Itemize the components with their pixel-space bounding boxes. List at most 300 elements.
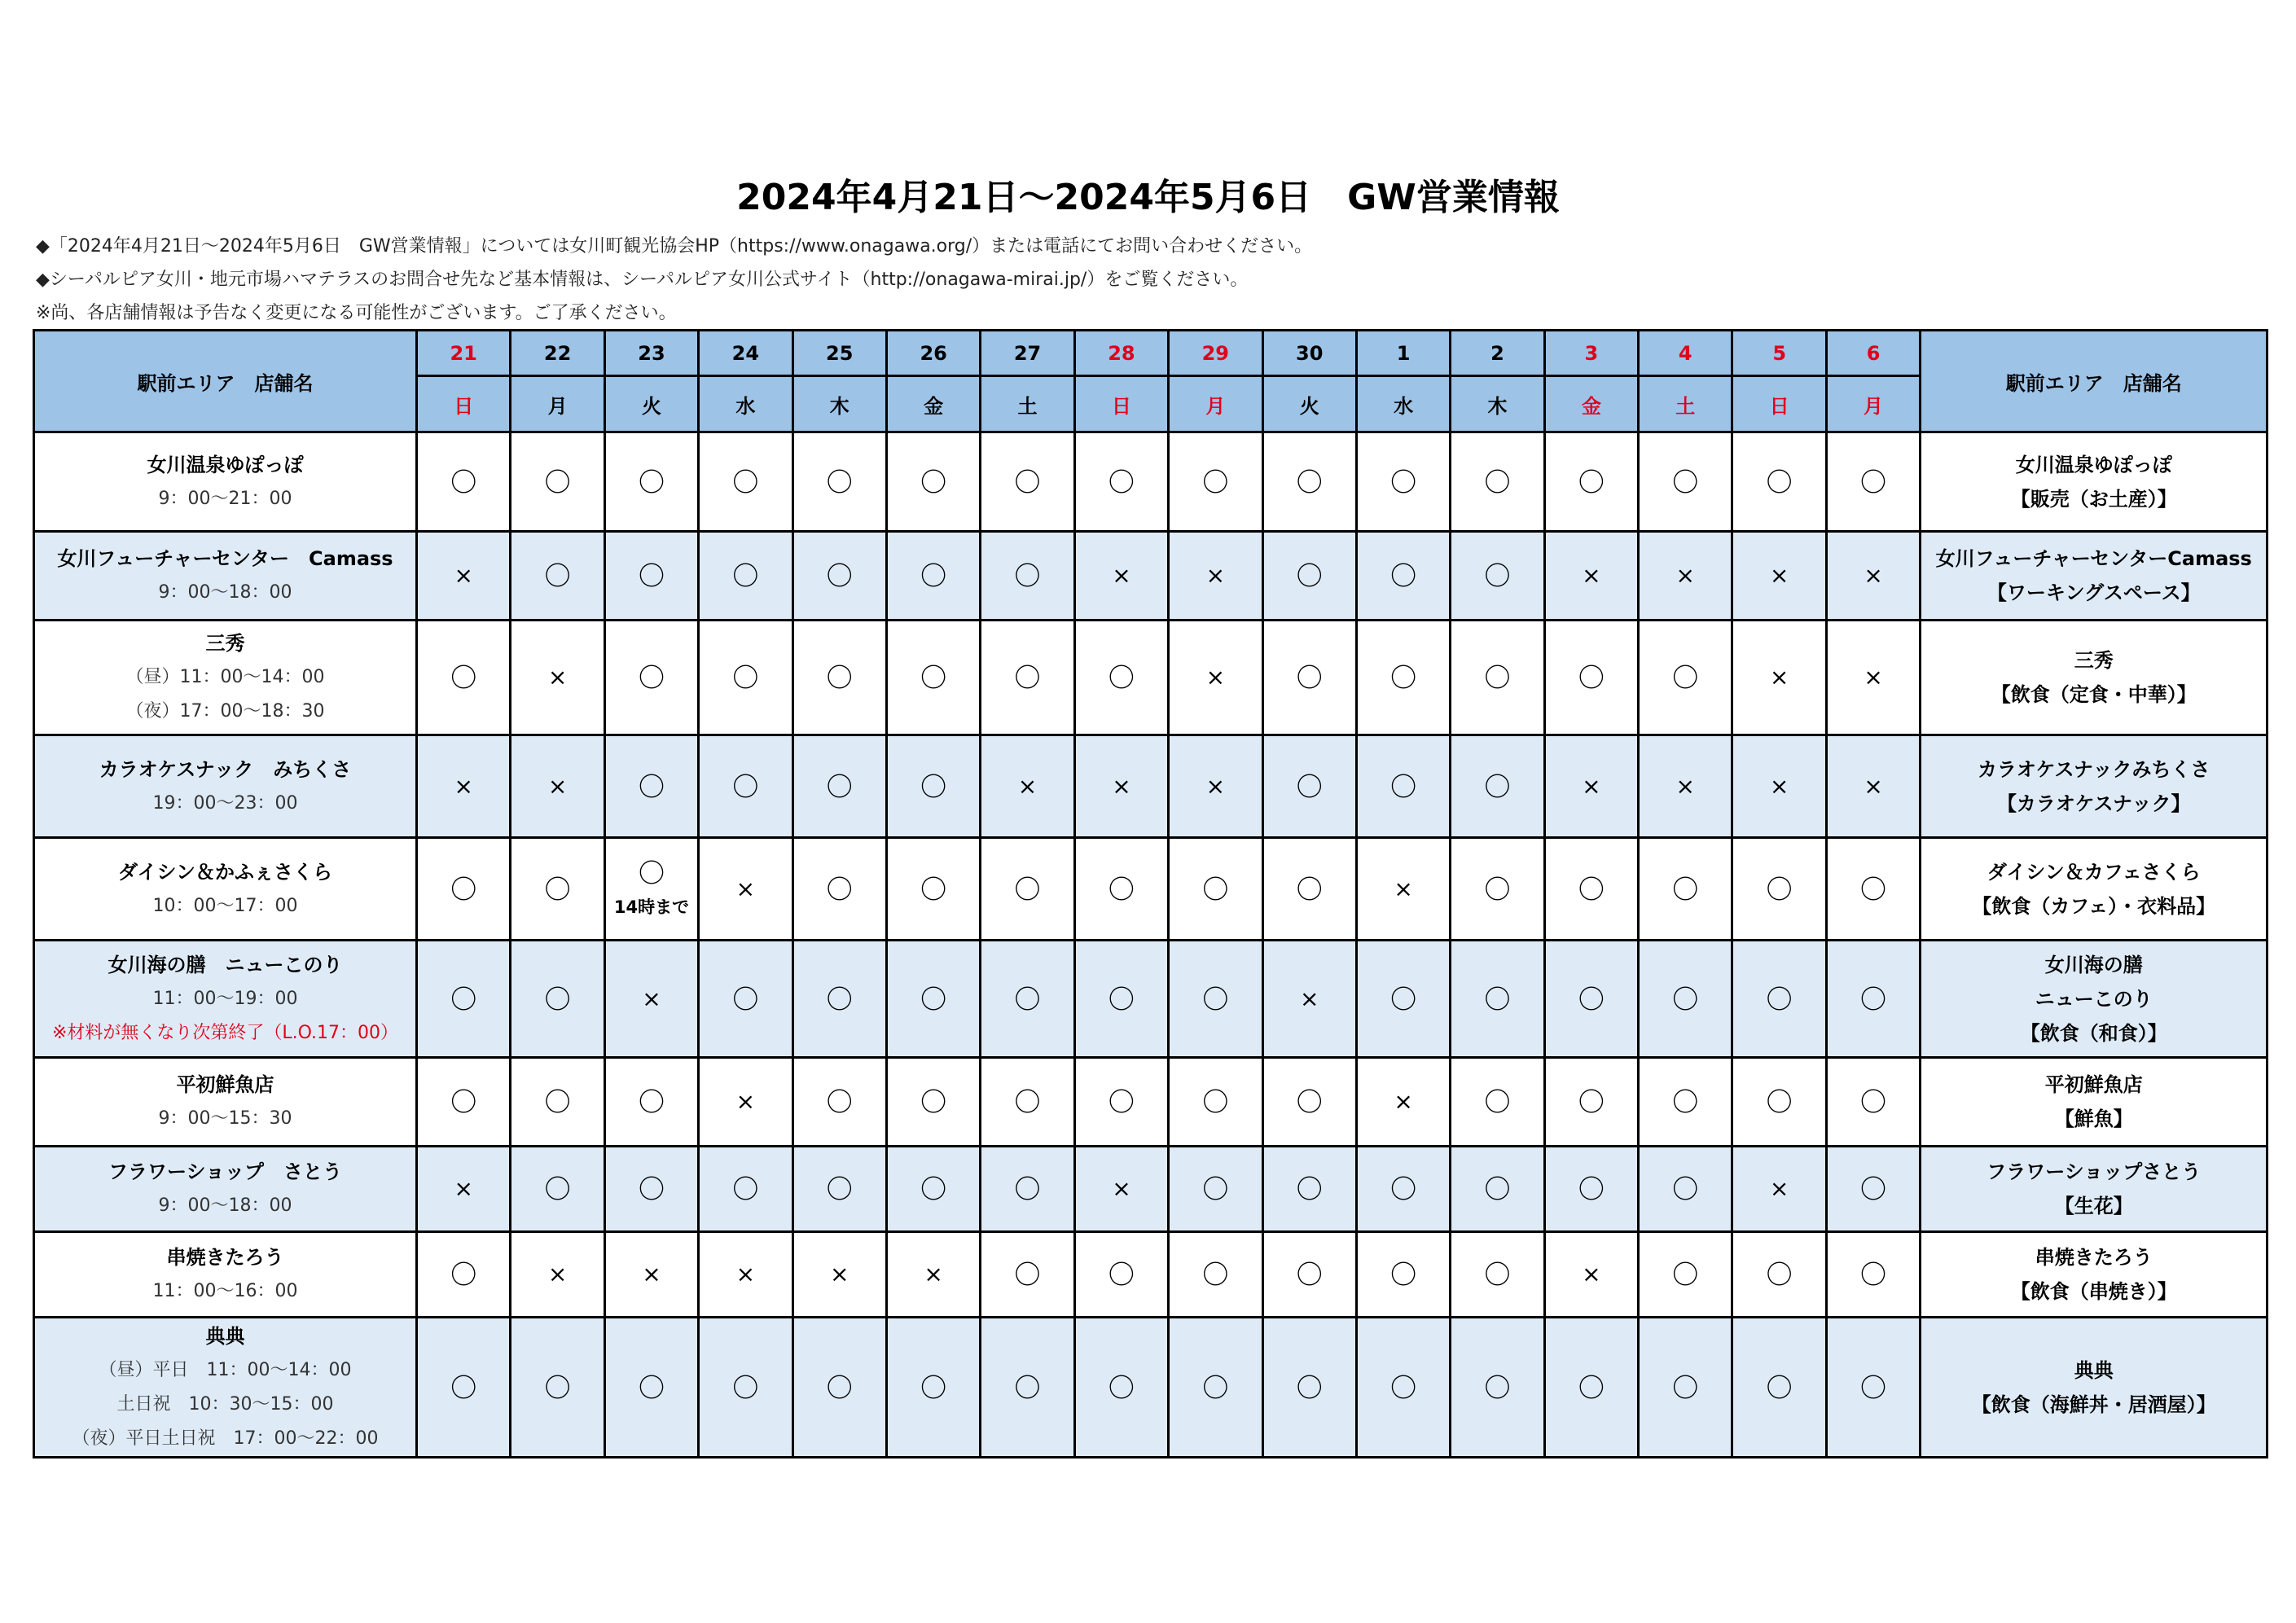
- closed-mark: ×: [1582, 1261, 1601, 1287]
- status-cell: [1732, 621, 1826, 735]
- store-category-line: フラワーショップさとう: [1987, 1160, 2202, 1183]
- store-category-line: 平初鮮魚店: [2044, 1073, 2143, 1096]
- status-cell: [1074, 1147, 1168, 1232]
- status-cell: [1356, 1232, 1450, 1318]
- closed-mark: ×: [642, 1261, 661, 1287]
- status-cell: [699, 838, 792, 941]
- status-cell: [1451, 941, 1544, 1058]
- status-cell: [886, 1232, 980, 1318]
- open-mark: 〇: [1296, 662, 1323, 693]
- open-mark: 〇: [1484, 662, 1511, 693]
- open-mark: 〇: [1860, 1086, 1887, 1117]
- page-title: 2024年4月21日～2024年5月6日 GW営業情報: [736, 177, 1560, 218]
- closed-mark: ×: [735, 875, 756, 902]
- open-mark: 〇: [1672, 466, 1699, 498]
- closed-mark: ×: [1864, 664, 1883, 691]
- status-cell: [792, 838, 886, 941]
- status-cell: [1732, 1232, 1826, 1318]
- open-mark: 〇: [1390, 560, 1417, 591]
- status-cell: [1074, 1232, 1168, 1318]
- store-name: 女川海の膳 ニューこのり: [108, 953, 343, 976]
- open-mark: 〇: [544, 983, 571, 1015]
- status-cell: [1451, 1147, 1544, 1232]
- closed-mark: ×: [1769, 772, 1789, 800]
- open-mark: 〇: [450, 983, 477, 1015]
- status-cell: [1544, 1232, 1638, 1318]
- status-cell: [1356, 532, 1450, 621]
- open-mark: 〇: [1484, 1086, 1511, 1117]
- open-mark: 〇: [1202, 466, 1229, 498]
- store-name-cell: [34, 532, 417, 621]
- store-row: [34, 621, 2267, 735]
- status-cell: [1262, 1232, 1356, 1318]
- open-mark: 〇: [1672, 662, 1699, 693]
- status-cell: [792, 432, 886, 532]
- status-cell: [792, 941, 886, 1058]
- open-mark: 〇: [1014, 466, 1041, 498]
- status-cell: [1451, 532, 1544, 621]
- store-name-cell: [34, 941, 417, 1058]
- header-date: 6: [1826, 331, 1920, 376]
- header-weekday: 水: [1356, 376, 1450, 432]
- status-cell: [604, 1318, 698, 1458]
- header-weekday: 日: [1074, 376, 1168, 432]
- closed-mark: ×: [1769, 562, 1789, 589]
- open-mark: 〇: [826, 1173, 853, 1204]
- header-weekday: 水: [699, 376, 792, 432]
- open-mark: 〇: [920, 466, 947, 498]
- open-mark: 〇: [1014, 1173, 1041, 1204]
- closed-mark: ×: [547, 772, 568, 800]
- store-name-cell: [34, 1147, 417, 1232]
- status-cell: [511, 1058, 604, 1147]
- status-cell: [511, 1147, 604, 1232]
- open-mark: 〇: [920, 662, 947, 693]
- header-date: 30: [1262, 331, 1356, 376]
- store-row: [34, 735, 2267, 838]
- store-hours: 9：00～15：30: [158, 1108, 292, 1129]
- status-cell: [511, 1232, 604, 1318]
- closed-mark: ×: [1205, 562, 1226, 589]
- status-cell: [981, 1147, 1074, 1232]
- status-cell: [1544, 621, 1638, 735]
- open-mark: 〇: [1014, 662, 1041, 693]
- open-mark: 〇: [1390, 983, 1417, 1015]
- status-cell: [981, 432, 1074, 532]
- closed-mark: ×: [454, 1175, 473, 1202]
- open-mark: 〇: [1484, 983, 1511, 1015]
- closed-mark: ×: [1582, 562, 1601, 589]
- open-mark: 〇: [450, 466, 477, 498]
- open-mark: 〇: [450, 873, 477, 905]
- status-cell: [1826, 735, 1920, 838]
- store-name: ダイシン＆かふぇさくら: [118, 860, 332, 884]
- status-cell: [886, 1318, 980, 1458]
- header-weekday: 日: [1732, 376, 1826, 432]
- open-mark: 〇: [1672, 1259, 1699, 1290]
- note-line: ◆「2024年4月21日～2024年5月6日 GW営業情報」については女川町観光協会HP（https://www.onagawa.org/）または電話にてお問い合わせください。: [36, 236, 1313, 257]
- open-mark: 〇: [1014, 1086, 1041, 1117]
- open-mark: 〇: [1202, 1173, 1229, 1204]
- store-name: 串焼きたろう: [166, 1246, 284, 1269]
- open-mark: 〇: [1296, 1371, 1323, 1403]
- open-mark: 〇: [638, 560, 665, 591]
- status-cell: [417, 1058, 511, 1147]
- open-mark: 〇: [1766, 983, 1793, 1015]
- open-mark: 〇: [920, 983, 947, 1015]
- status-cell: [1356, 735, 1450, 838]
- status-note: 14時まで: [613, 897, 690, 917]
- status-cell: [886, 532, 980, 621]
- store-hours: 9：00～21：00: [158, 488, 292, 509]
- open-mark: 〇: [1390, 466, 1417, 498]
- status-cell: [699, 941, 792, 1058]
- store-name: 平初鮮魚店: [176, 1073, 274, 1096]
- open-mark: 〇: [1578, 873, 1605, 905]
- open-mark: 〇: [1296, 466, 1323, 498]
- store-row: [34, 1318, 2267, 1458]
- open-mark: 〇: [826, 983, 853, 1015]
- status-cell: [1169, 1147, 1262, 1232]
- closed-mark: ×: [454, 772, 473, 800]
- status-cell: [1639, 1232, 1732, 1318]
- status-cell: [1544, 1147, 1638, 1232]
- open-mark: 〇: [1296, 560, 1323, 591]
- status-cell: [1451, 735, 1544, 838]
- header-date: 28: [1074, 331, 1168, 376]
- closed-mark: ×: [1112, 1175, 1131, 1202]
- status-cell: [1356, 838, 1450, 941]
- status-cell: [1356, 621, 1450, 735]
- status-cell: [1356, 432, 1450, 532]
- store-name-cell: [34, 735, 417, 838]
- open-mark: 〇: [1390, 1173, 1417, 1204]
- status-cell: [1544, 1318, 1638, 1458]
- status-cell: [1169, 432, 1262, 532]
- status-cell: [511, 735, 604, 838]
- store-category-line: 【生花】: [2054, 1195, 2133, 1217]
- store-category-line: 女川海の膳: [2044, 953, 2143, 976]
- status-cell: [1826, 1147, 1920, 1232]
- status-cell: [886, 621, 980, 735]
- open-mark: 〇: [1014, 873, 1041, 905]
- status-cell: [1639, 621, 1732, 735]
- open-mark: 〇: [638, 770, 665, 802]
- open-mark: 〇: [1672, 983, 1699, 1015]
- status-cell: [886, 941, 980, 1058]
- store-category-line: 【飲食（カフェ）・衣料品】: [1972, 894, 2216, 918]
- status-cell: [1356, 1058, 1450, 1147]
- store-category-line: 串焼きたろう: [2035, 1246, 2153, 1269]
- status-cell: [981, 1318, 1074, 1458]
- status-cell: [604, 735, 698, 838]
- open-mark: 〇: [544, 1173, 571, 1204]
- notes: [36, 230, 1312, 330]
- open-mark: 〇: [544, 466, 571, 498]
- status-cell: [1074, 735, 1168, 838]
- header-weekday: 月: [511, 376, 604, 432]
- status-cell: [699, 432, 792, 532]
- open-mark: 〇: [638, 857, 665, 888]
- header-date: 22: [511, 331, 604, 376]
- open-mark: 〇: [1202, 1086, 1229, 1117]
- status-cell: [699, 735, 792, 838]
- store-category-line: 【ワーキングスペース】: [1987, 581, 2201, 604]
- store-row: [34, 1058, 2267, 1147]
- status-cell: [1732, 1318, 1826, 1458]
- open-mark: 〇: [1108, 1371, 1135, 1403]
- open-mark: 〇: [1860, 1371, 1887, 1403]
- status-cell: [1074, 532, 1168, 621]
- open-mark: 〇: [732, 662, 759, 693]
- status-cell: [981, 1058, 1074, 1147]
- open-mark: 〇: [1672, 1371, 1699, 1403]
- open-mark: 〇: [544, 873, 571, 905]
- status-cell: [417, 838, 511, 941]
- status-cell: [1826, 941, 1920, 1058]
- store-category-cell: [1921, 941, 2267, 1058]
- header-weekday: 火: [604, 376, 698, 432]
- status-cell: [1262, 941, 1356, 1058]
- header-date: 21: [417, 331, 511, 376]
- open-mark: 〇: [1860, 1259, 1887, 1290]
- store-category-cell: [1921, 1147, 2267, 1232]
- closed-mark: ×: [547, 664, 568, 691]
- closed-mark: ×: [1582, 772, 1601, 800]
- open-mark: 〇: [920, 873, 947, 905]
- header-date: 25: [792, 331, 886, 376]
- status-cell: [604, 838, 698, 941]
- status-cell: [1544, 735, 1638, 838]
- store-row: [34, 1147, 2267, 1232]
- store-name-cell: [34, 1058, 417, 1147]
- status-cell: [417, 1147, 511, 1232]
- open-mark: 〇: [1672, 1173, 1699, 1204]
- store-category-cell: [1921, 838, 2267, 941]
- open-mark: 〇: [638, 1371, 665, 1403]
- closed-mark: ×: [924, 1261, 943, 1287]
- header-weekday: 火: [1262, 376, 1356, 432]
- closed-mark: ×: [1017, 772, 1038, 800]
- store-name: カラオケスナック みちくさ: [99, 757, 352, 781]
- open-mark: 〇: [1578, 662, 1605, 693]
- open-mark: 〇: [1766, 466, 1793, 498]
- closed-mark: ×: [830, 1261, 849, 1287]
- store-name: フラワーショップ さとう: [108, 1160, 343, 1183]
- open-mark: 〇: [1202, 1371, 1229, 1403]
- open-mark: 〇: [544, 1371, 571, 1403]
- open-mark: 〇: [920, 1173, 947, 1204]
- store-category-line: 女川温泉ゆぽっぽ: [2015, 453, 2172, 476]
- header-weekday: 土: [981, 376, 1074, 432]
- open-mark: 〇: [732, 1371, 759, 1403]
- open-mark: 〇: [1296, 873, 1323, 905]
- store-name: 女川フューチャーセンター Camass: [57, 547, 393, 570]
- header-date: 23: [604, 331, 698, 376]
- status-cell: [417, 1318, 511, 1458]
- store-hours: 9：00～18：00: [158, 582, 292, 603]
- open-mark: 〇: [920, 1371, 947, 1403]
- open-mark: 〇: [450, 1086, 477, 1117]
- store-category-line: ニューこのり: [2035, 987, 2153, 1011]
- status-cell: [886, 1058, 980, 1147]
- status-cell: [417, 532, 511, 621]
- open-mark: 〇: [1484, 1371, 1511, 1403]
- header-date: 24: [699, 331, 792, 376]
- store-name: 典典: [205, 1324, 245, 1348]
- header-weekday: 金: [886, 376, 980, 432]
- status-cell: [886, 735, 980, 838]
- status-cell: [699, 1318, 792, 1458]
- open-mark: 〇: [1296, 1259, 1323, 1290]
- store-category-cell: [1921, 621, 2267, 735]
- open-mark: 〇: [1484, 560, 1511, 591]
- store-name-cell: [34, 621, 417, 735]
- status-cell: [511, 432, 604, 532]
- status-cell: [604, 432, 698, 532]
- open-mark: 〇: [826, 873, 853, 905]
- open-mark: 〇: [1014, 983, 1041, 1015]
- open-mark: 〇: [450, 1259, 477, 1290]
- open-mark: 〇: [826, 466, 853, 498]
- status-cell: [981, 1232, 1074, 1318]
- open-mark: 〇: [826, 560, 853, 591]
- status-cell: [1169, 941, 1262, 1058]
- store-hours: （夜）平日土日祝 17：00～22：00: [72, 1428, 379, 1449]
- status-cell: [1451, 1318, 1544, 1458]
- closed-mark: ×: [735, 1088, 756, 1115]
- store-row: [34, 838, 2267, 941]
- status-cell: [1262, 432, 1356, 532]
- status-cell: [511, 838, 604, 941]
- open-mark: 〇: [826, 662, 853, 693]
- open-mark: 〇: [1296, 770, 1323, 802]
- status-cell: [1826, 432, 1920, 532]
- header-weekday: 月: [1169, 376, 1262, 432]
- store-hours: 11：00～16：00: [152, 1281, 298, 1301]
- store-category-line: 【カラオケスナック】: [1996, 792, 2191, 815]
- open-mark: 〇: [1672, 873, 1699, 905]
- open-mark: 〇: [1014, 560, 1041, 591]
- status-cell: [1262, 1058, 1356, 1147]
- header-date: 26: [886, 331, 980, 376]
- store-category-cell: [1921, 532, 2267, 621]
- open-mark: 〇: [1202, 983, 1229, 1015]
- status-cell: [792, 735, 886, 838]
- header-weekday: 木: [792, 376, 886, 432]
- open-mark: 〇: [1202, 1259, 1229, 1290]
- status-cell: [699, 1147, 792, 1232]
- store-category-line: 【鮮魚】: [2054, 1108, 2133, 1130]
- open-mark: 〇: [1014, 1371, 1041, 1403]
- open-mark: 〇: [1860, 873, 1887, 905]
- status-cell: [1074, 941, 1168, 1058]
- status-cell: [1732, 735, 1826, 838]
- store-hours: 11：00～19：00: [152, 988, 298, 1009]
- status-cell: [1451, 432, 1544, 532]
- closed-mark: ×: [1675, 772, 1695, 800]
- store-row: [34, 941, 2267, 1058]
- status-cell: [1169, 621, 1262, 735]
- closed-mark: ×: [1112, 562, 1131, 589]
- status-cell: [1451, 621, 1544, 735]
- store-row: [34, 432, 2267, 532]
- open-mark: 〇: [638, 1086, 665, 1117]
- open-mark: 〇: [1108, 983, 1135, 1015]
- closed-mark: ×: [1205, 664, 1226, 691]
- closed-mark: ×: [1394, 1088, 1413, 1115]
- open-mark: 〇: [732, 466, 759, 498]
- open-mark: 〇: [1578, 466, 1605, 498]
- closed-mark: ×: [547, 1261, 568, 1287]
- status-cell: [1639, 735, 1732, 838]
- open-mark: 〇: [1672, 1086, 1699, 1117]
- status-cell: [417, 735, 511, 838]
- open-mark: 〇: [1484, 466, 1511, 498]
- status-cell: [604, 532, 698, 621]
- store-category-cell: [1921, 432, 2267, 532]
- status-cell: [792, 1232, 886, 1318]
- open-mark: 〇: [1390, 1259, 1417, 1290]
- schedule-body: [34, 432, 2267, 1458]
- header-date: 27: [981, 331, 1074, 376]
- schedule-table: [33, 329, 2268, 1459]
- status-cell: [886, 1147, 980, 1232]
- open-mark: 〇: [1766, 1086, 1793, 1117]
- store-category-line: 三秀: [2074, 649, 2114, 672]
- open-mark: 〇: [732, 560, 759, 591]
- status-cell: [511, 941, 604, 1058]
- open-mark: 〇: [732, 770, 759, 802]
- status-cell: [1639, 941, 1732, 1058]
- status-cell: [1826, 621, 1920, 735]
- store-category-cell: [1921, 1318, 2267, 1458]
- store-hours: 9：00～18：00: [158, 1195, 292, 1216]
- status-cell: [1262, 621, 1356, 735]
- status-cell: [1169, 838, 1262, 941]
- store-category-cell: [1921, 1058, 2267, 1147]
- status-cell: [1169, 1232, 1262, 1318]
- store-name-cell: [34, 838, 417, 941]
- status-cell: [1732, 1147, 1826, 1232]
- closed-mark: ×: [1299, 985, 1319, 1012]
- open-mark: 〇: [1860, 466, 1887, 498]
- open-mark: 〇: [732, 983, 759, 1015]
- note-line: ※尚、各店舗情報は予告なく変更になる可能性がございます。ご了承ください。: [36, 303, 677, 323]
- status-cell: [604, 621, 698, 735]
- status-cell: [1544, 532, 1638, 621]
- status-cell: [1074, 621, 1168, 735]
- status-cell: [792, 621, 886, 735]
- store-category-line: 【飲食（定食・中華）】: [1991, 683, 2197, 706]
- closed-mark: ×: [1394, 875, 1413, 902]
- status-cell: [1826, 1318, 1920, 1458]
- status-cell: [699, 1058, 792, 1147]
- status-cell: [511, 1318, 604, 1458]
- open-mark: 〇: [1108, 466, 1135, 498]
- open-mark: 〇: [1766, 1371, 1793, 1403]
- closed-mark: ×: [1769, 664, 1789, 691]
- open-mark: 〇: [1108, 662, 1135, 693]
- status-cell: [1169, 532, 1262, 621]
- status-cell: [417, 621, 511, 735]
- header-date: 2: [1451, 331, 1544, 376]
- status-cell: [1639, 838, 1732, 941]
- store-name-cell: [34, 1318, 417, 1458]
- store-category-line: カラオケスナックみちくさ: [1977, 757, 2210, 781]
- status-cell: [1639, 1318, 1732, 1458]
- open-mark: 〇: [1484, 770, 1511, 802]
